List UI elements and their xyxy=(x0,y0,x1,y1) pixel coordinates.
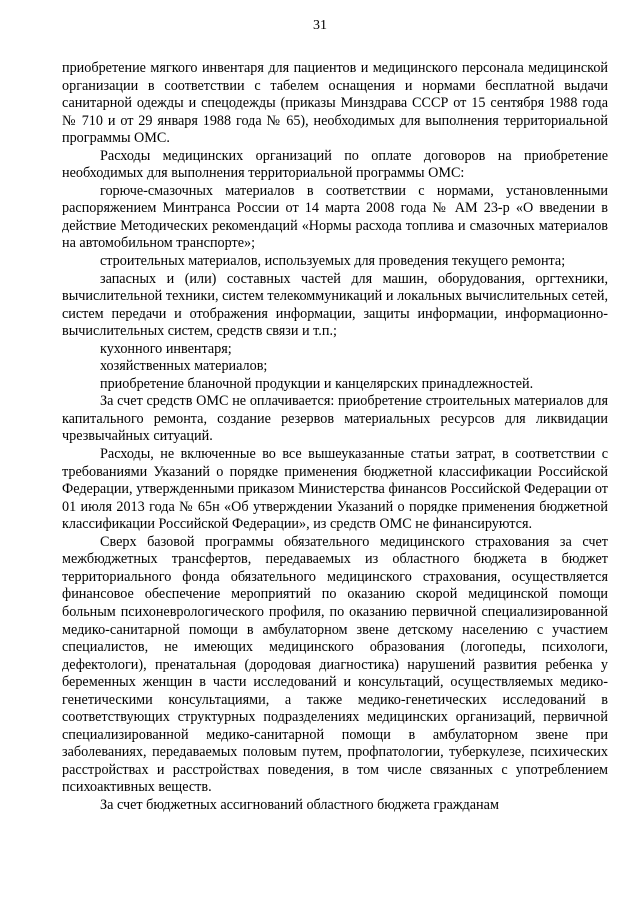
paragraph: За счет средств ОМС не оплачивается: приобретение строительных материалов для капитального ремонта, создание резервов материальных ресурсов для ликвидации чрезвычайных ситуаций. xyxy=(62,393,608,445)
paragraph: хозяйственных материалов; xyxy=(100,358,268,375)
paragraph: приобретение бланочной продукции и канцелярских принадлежностей. xyxy=(100,375,534,392)
paragraph: приобретение мягкого инвентаря для пациентов и медицинского персонала медицинской организации в соответствии с табелем оснащения и нормами бесплатной выдачи санитарной одежды и спецодежды (приказы Минздрава СССР от 15 сентября 1988 года № 710 и от 29 января 1988 года № 65), необходимых для выполнения территориальной программы ОМС. xyxy=(62,60,608,147)
paragraph: горюче-смазочных материалов в соответствии с нормами, установленными распоряжением Минтранса России от 14 марта 2008 года № АМ 23-р «О введении в действие Методических рекомендаций «Нормы расхода топлива и смазочных материалов на автомобильном транспорте»; xyxy=(62,182,608,252)
page-number: 31 xyxy=(313,18,327,33)
paragraph: Расходы медицинских организаций по оплате договоров на приобретение необходимых для выполнения территориальной программы ОМС: xyxy=(62,147,608,182)
paragraph: За счет бюджетных ассигнований областного бюджета гражданам xyxy=(100,796,499,813)
document-body xyxy=(62,60,608,815)
paragraph: запасных и (или) составных частей для машин, оборудования, оргтехники, вычислительной техники, систем телекоммуникаций и локальных вычислительных сетей, систем передачи и отображения информации, защиты информации, информационно-вычислительных систем, средств связи и т.п.; xyxy=(62,270,608,340)
paragraph: строительных материалов, используемых для проведения текущего ремонта; xyxy=(100,253,566,270)
paragraph: кухонного инвентаря; xyxy=(100,340,232,357)
paragraph: Расходы, не включенные во все вышеуказанные статьи затрат, в соответствии с требованиями Указаний о порядке применения бюджетной классификации Российской Федерации, утвержденными приказом Министерства финансов Российской Федерации от 01 июля 2013 года № 65н «Об утверждении Указаний о порядке применения бюджетной классификации Российской Федерации», из средств ОМС не финансируются. xyxy=(62,446,608,533)
paragraph: Сверх базовой программы обязательного медицинского страхования за счет межбюджетных трансфертов, передаваемых из областного бюджета в бюджет территориального фонда обязательного медицинского страхования, осуществляется финансовое обеспечение мероприятий по оказанию скорой медицинской помощи больным психоневрологического профиля, по оказанию первичной специализированной медико-санитарной помощи в амбулаторном звене детскому населению с участием специалистов, не имеющих медицинского образования (логопеды, психологи, дефектологи), пренатальная (дородовая диагностика) нарушений развития ребенка у беременных женщин в части исследований и консультаций, осуществляемых медико-генетическими консультациями, а также медико-генетических исследований в соответствующих структурных подразделениях медицинских организаций, первичной специализированной медико-санитарной помощи в амбулаторном звене при заболеваниях, передаваемых половым путем, профпатологии, туберкулезе, психических расстройствах и расстройствах поведения, в том числе связанных с употреблением психоактивных веществ. xyxy=(62,533,608,796)
